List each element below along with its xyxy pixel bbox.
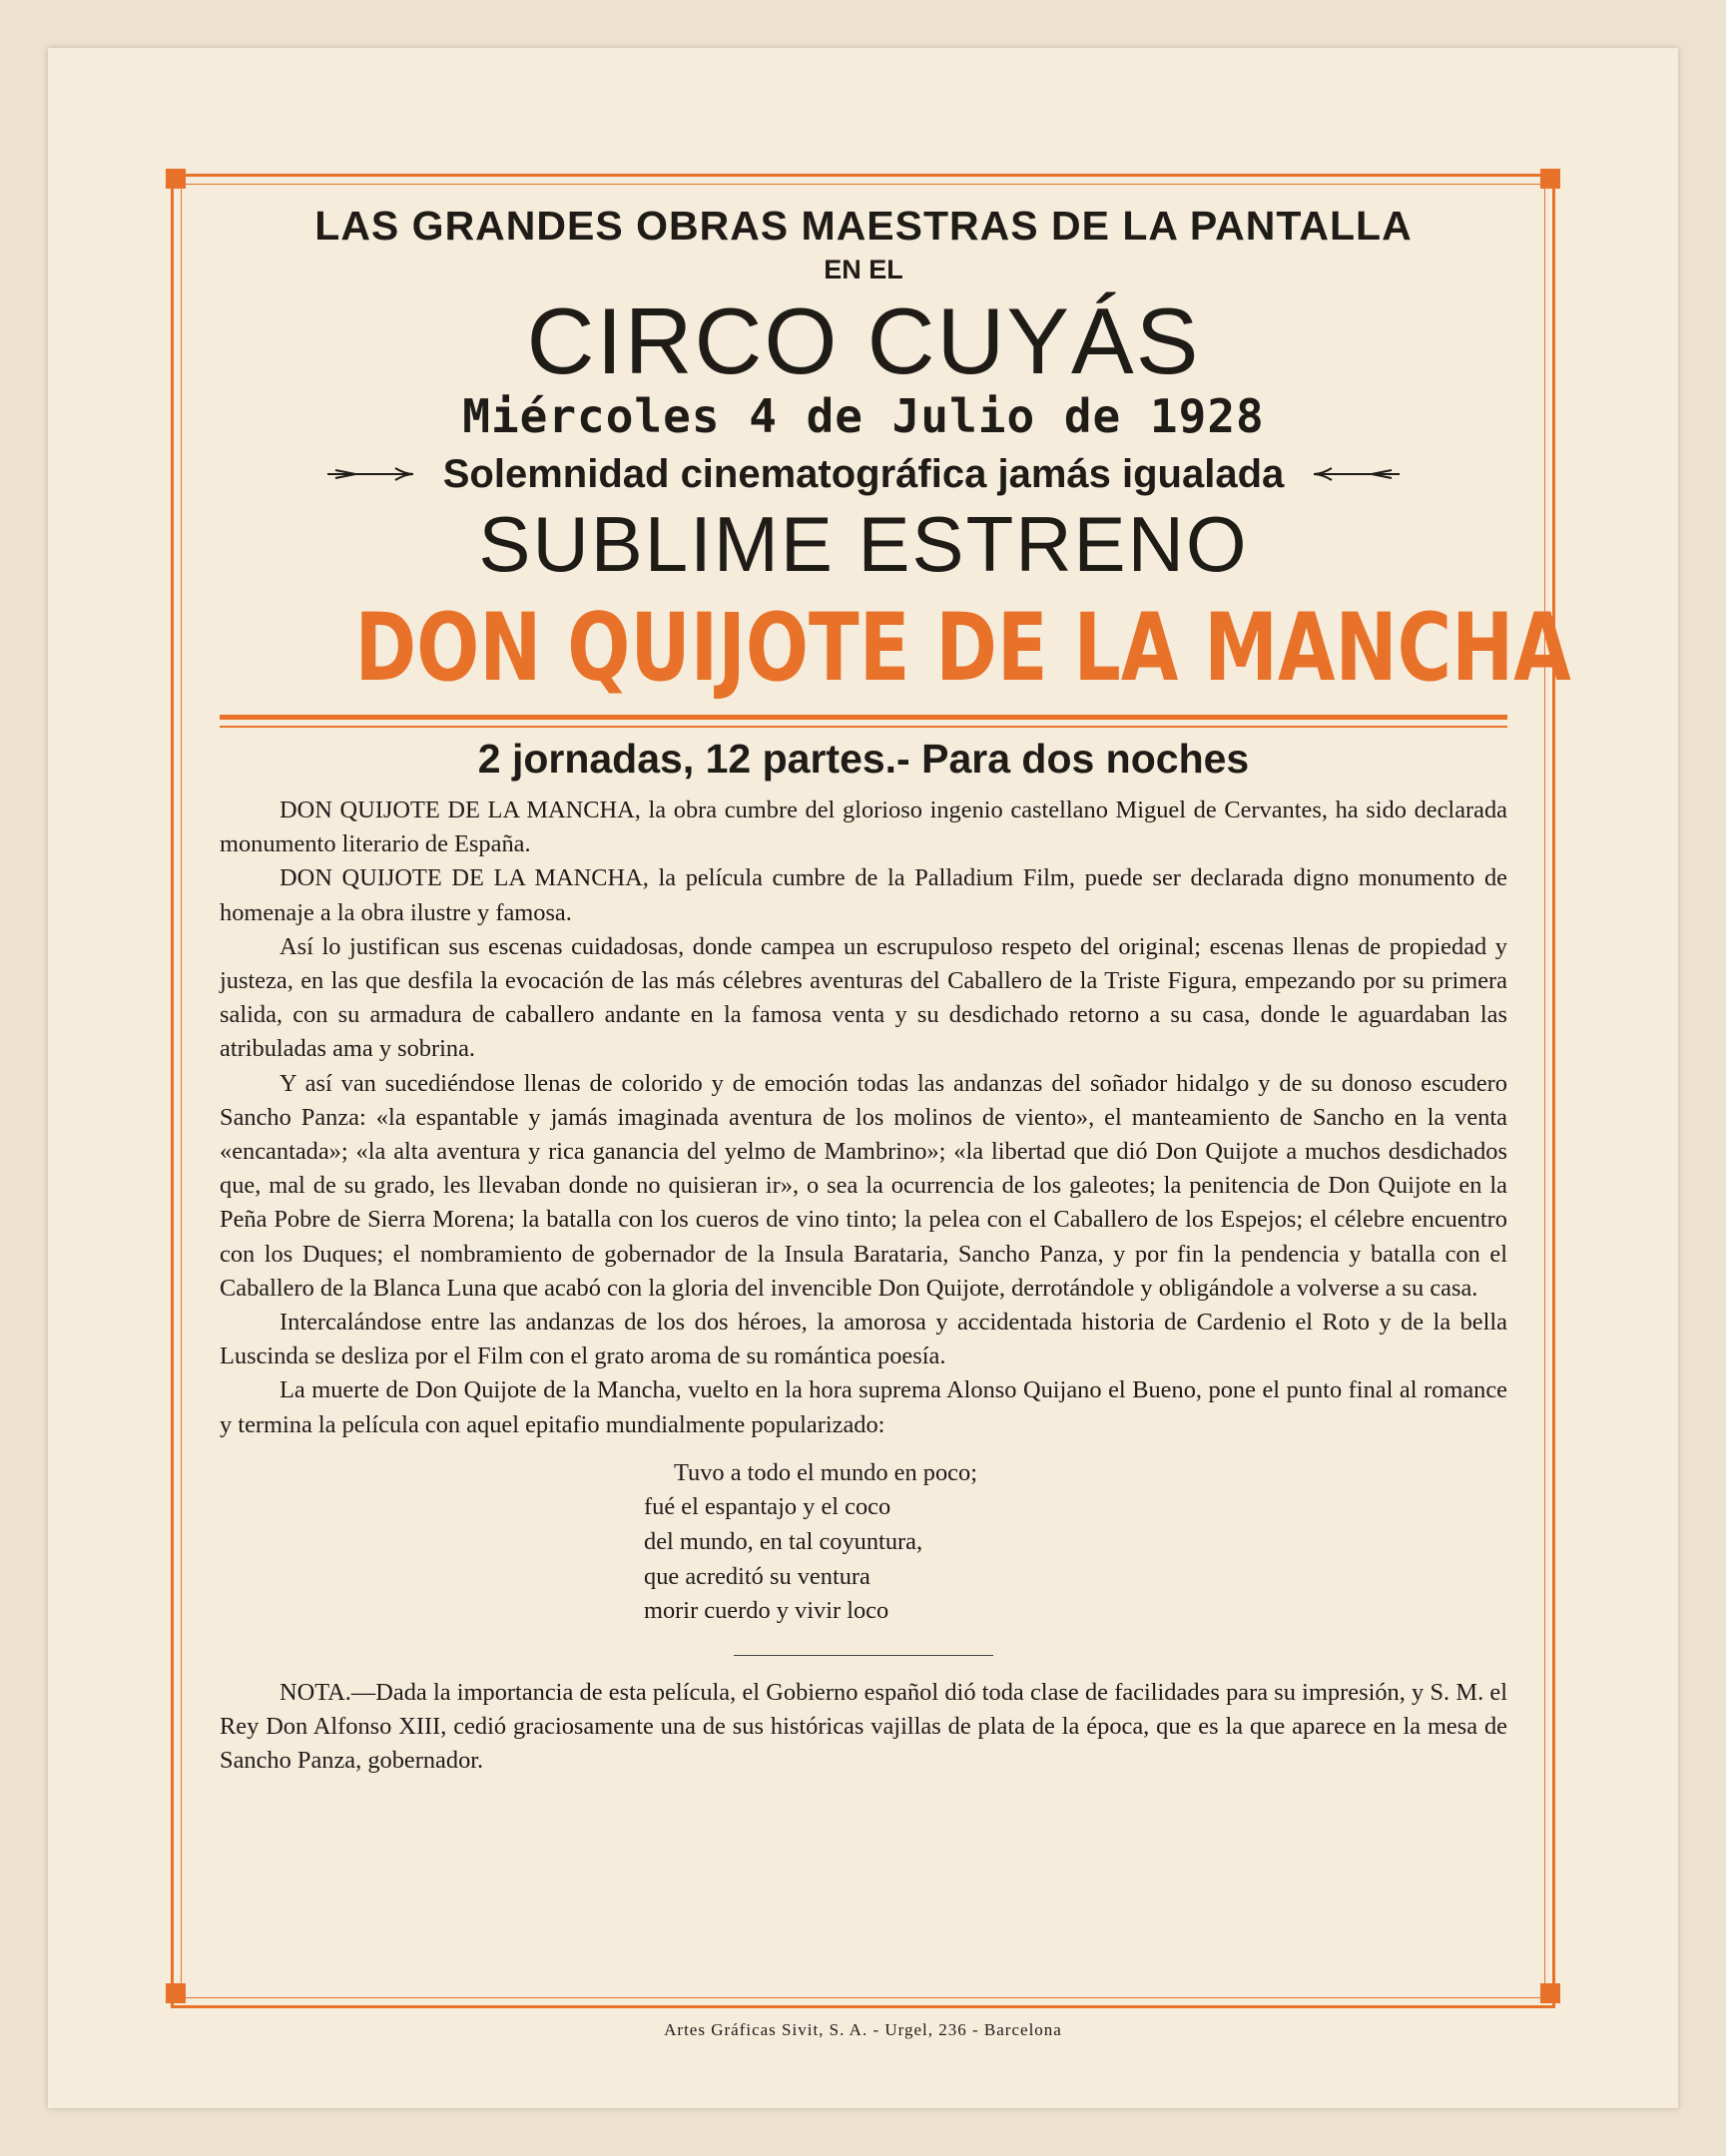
slogan-row: [220, 449, 1507, 499]
paragraph-4: Y así van sucediéndose llenas de colorido y de emoción todas las andanzas del soñador hidalgo y de su donoso escudero Sancho Panza: «la espantable y jamás imaginada aventura de los molinos de viento», el manteamiento de Sancho en la venta «encantada»; «la alta aventura y rica ganancia del yelmo de Mambrino»; «la libertad que dió Don Quijote a muchos desdichados que, mal de su grado, les llevaban donde no quisieran ir», o sea la ocurrencia de los galeotes; la penitencia de Don Quijote en la Peña Pobre de Sierra Morena; la batalla con los cueros de vino tinto; la pelea con el Caballero de los Espejos; el célebre encuentro con los Duques; el nombramiento de gobernador de la Insula Barataria, Sancho Panza, y por fin la pendencia y batalla con el Caballero de la Blanca Luna que acabó con la gloria del invencible Don Quijote, derrotándole y obligándole a volverse a su casa.: [220, 1069, 1507, 1302]
title-rule-thin: [220, 726, 1507, 728]
poem-line: fué el espantajo y el coco: [644, 1493, 891, 1521]
subheadline: EN EL: [824, 255, 903, 284]
paragraph-1: DON QUIJOTE DE LA MANCHA, la obra cumbre del glorioso ingenio castellano Miguel de Cervantes, ha sido declarada monumento literario de España.: [220, 797, 1507, 858]
body-text: [220, 794, 1507, 1778]
parts-info: 2 jornadas, 12 partes.- Para dos noches: [477, 736, 1250, 782]
paragraph-2: DON QUIJOTE DE LA MANCHA, la película cumbre de la Palladium Film, puede ser declarada digno monumento de homenaje a la obra ilustre y famosa.: [220, 864, 1507, 926]
poster-content: [220, 190, 1571, 1778]
poem-line: que acreditó su ventura: [644, 1562, 870, 1590]
poem-line: morir cuerdo y vivir loco: [644, 1597, 889, 1625]
frame-corner-ornament: [1540, 1983, 1560, 2003]
note-paragraph: NOTA.—Dada la importancia de esta película, el Gobierno español dió toda clase de facilidades para su impresión, y S. M. el Rey Don Alfonso XIII, cedió graciosamente una de sus históricas vajillas de plata de la época, que es la que aparece en la mesa de Sancho Panza, gobernador.: [220, 1678, 1507, 1775]
paragraph-5: Intercalándose entre las andanzas de los dos héroes, la amorosa y accidentada historia de Cardenio el Roto y de la bella Luscinda se desliza por el Film con el grato aroma de su romántica poesía.: [220, 1309, 1507, 1370]
frame-corner-ornament: [166, 1983, 186, 2003]
title-rule-thick: [220, 715, 1507, 720]
premiere-heading: SUBLIME ESTRENO: [478, 500, 1249, 588]
slogan: Solemnidad cinematográfica jamás igualada: [442, 452, 1285, 496]
paragraph-3: Así lo justifican sus escenas cuidadosas, donde campea un escrupuloso respeto del original; escenas llenas de propiedad y justeza, en las que desfila la evocación de las más célebres aventuras del Caballero de la Triste Figura, empezando por su primera salida, con su armadura de caballero andante en la famosa venta y su desdichado retorno a su casa, donde le aguardaban las atribuladas ama y sobrina.: [220, 932, 1507, 1063]
film-title: DON QUIJOTE DE LA MANCHA: [354, 594, 1571, 703]
poem-line: Tuvo a todo el mundo en poco;: [674, 1458, 977, 1486]
separator-line: [734, 1655, 993, 1656]
headline: LAS GRANDES OBRAS MAESTRAS DE LA PANTALLA: [314, 203, 1413, 249]
frame-corner-ornament: [166, 169, 186, 189]
epitaph-poem: [644, 1456, 1507, 1629]
event-date: Miércoles 4 de Julio de 1928: [462, 389, 1265, 443]
flourish-right-icon: [1312, 464, 1402, 484]
flourish-left-icon: [325, 464, 415, 484]
paragraph-6: La muerte de Don Quijote de la Mancha, vuelto en la hora suprema Alonso Quijano el Bueno, pone el punto final al romance y termina la película con aquel epitafio mundialmente popularizado:: [220, 1376, 1507, 1438]
poem-line: del mundo, en tal coyuntura,: [644, 1528, 923, 1556]
venue-name: CIRCO CUYÁS: [526, 288, 1201, 393]
frame-corner-ornament: [1540, 169, 1560, 189]
printer-imprint: Artes Gráficas Sivit, S. A. - Urgel, 236 - Barcelona: [664, 2020, 1062, 2039]
